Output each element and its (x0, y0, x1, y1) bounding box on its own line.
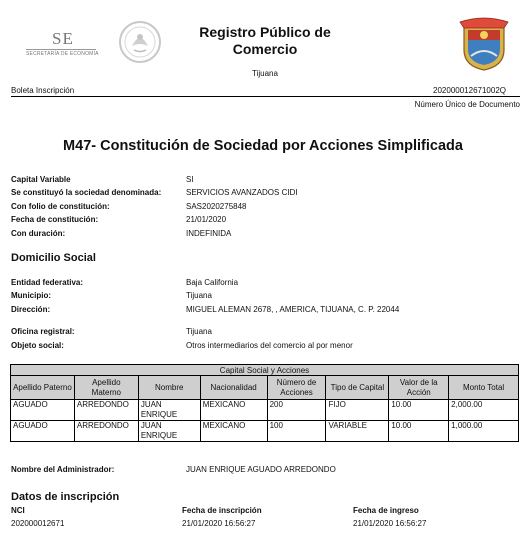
fecha-ingreso-value: 21/01/2020 16:56:27 (353, 519, 427, 528)
field-value-denominacion: SERVICIOS AVANZADOS CIDI (186, 188, 298, 197)
table-cell: AGUADO (11, 400, 75, 421)
table-cell: JUAN ENRIQUE (138, 400, 200, 421)
registry-title: Registro Público de Comercio (199, 24, 331, 57)
field-value-municipio: Tijuana (186, 291, 212, 300)
field-value-direccion: MIGUEL ALEMAN 2678, , AMERICA, TIJUANA, C. P. 22044 (186, 305, 400, 314)
table-row (11, 421, 519, 442)
se-logo-subtitle: SECRETARÍA DE ECONOMÍA (26, 51, 99, 57)
header-divider (11, 96, 520, 97)
boleta-label: Boleta Inscripción (11, 86, 75, 95)
se-logo-text: SE (52, 29, 74, 48)
table-cell: FIJO (326, 400, 389, 421)
table-cell: MEXICANO (200, 400, 267, 421)
domicilio-heading: Domicilio Social (11, 252, 96, 264)
table-cell: ARREDONDO (74, 421, 138, 442)
field-value-objeto: Otros intermediarios del comercio al por menor (186, 341, 353, 350)
capital-table (10, 364, 519, 442)
column-header: Valor de la Acción (389, 376, 449, 400)
field-label-duracion: Con duración: (11, 229, 66, 238)
inscripcion-heading: Datos de inscripción (11, 491, 120, 503)
folio-caption: Número Único de Documento (414, 100, 520, 109)
column-header: Apellido Materno (74, 376, 138, 400)
field-label-denominacion: Se constituyó la sociedad denominada: (11, 188, 162, 197)
field-label-municipio: Municipio: (11, 291, 51, 300)
table-cell: 1,000.00 (449, 421, 519, 442)
column-header: Nombre (138, 376, 200, 400)
table-cell: 200 (267, 400, 326, 421)
mexico-seal-icon (118, 20, 162, 64)
table-cell: 100 (267, 421, 326, 442)
field-label-objeto: Objeto social: (11, 341, 64, 350)
table-cell: AGUADO (11, 421, 75, 442)
field-value-duracion: INDEFINIDA (186, 229, 232, 238)
administrador-value: JUAN ENRIQUE AGUADO ARREDONDO (186, 465, 336, 474)
table-cell: 10.00 (389, 421, 449, 442)
field-label-oficina: Oficina registral: (11, 327, 75, 336)
document-title: M47- Constitución de Sociedad por Acciones Simplificada (63, 138, 463, 154)
capital-table-caption: Capital Social y Acciones (11, 365, 519, 376)
field-label-fecha-constitucion: Fecha de constitución: (11, 215, 99, 224)
fecha-inscripcion-label: Fecha de inscripción (182, 506, 262, 515)
field-value-capital-variable: SI (186, 175, 194, 184)
column-header: Nacionalidad (200, 376, 267, 400)
baja-california-coat-of-arms-icon (458, 16, 510, 72)
field-label-direccion: Dirección: (11, 305, 51, 314)
field-value-fecha-constitucion: 21/01/2020 (186, 215, 227, 224)
nci-label: NCI (11, 506, 25, 515)
field-value-oficina: Tijuana (186, 327, 212, 336)
table-cell: JUAN ENRIQUE (138, 421, 200, 442)
field-label-entidad: Entidad federativa: (11, 278, 84, 287)
column-header: Monto Total (449, 376, 519, 400)
field-label-folio-constitucion: Con folio de constitución: (11, 202, 110, 211)
field-value-folio-constitucion: SAS2020275848 (186, 202, 247, 211)
table-cell: 2,000.00 (449, 400, 519, 421)
column-header: Tipo de Capital (326, 376, 389, 400)
table-cell: 10.00 (389, 400, 449, 421)
table-cell: MEXICANO (200, 421, 267, 442)
field-label-capital-variable: Capital Variable (11, 175, 71, 184)
fecha-inscripcion-value: 21/01/2020 16:56:27 (182, 519, 256, 528)
registry-city: Tijuana (252, 69, 278, 78)
field-value-entidad: Baja California (186, 278, 239, 287)
table-row (11, 400, 519, 421)
administrador-label: Nombre del Administrador: (11, 465, 115, 474)
column-header: Número de Acciones (267, 376, 326, 400)
nci-value: 202000012671 (11, 519, 65, 528)
document-folio: 202000012671002Q (433, 86, 506, 95)
fecha-ingreso-label: Fecha de ingreso (353, 506, 419, 515)
table-cell: VARIABLE (326, 421, 389, 442)
se-logo-divider (26, 49, 96, 50)
column-header: Apellido Paterno (11, 376, 75, 400)
table-cell: ARREDONDO (74, 400, 138, 421)
